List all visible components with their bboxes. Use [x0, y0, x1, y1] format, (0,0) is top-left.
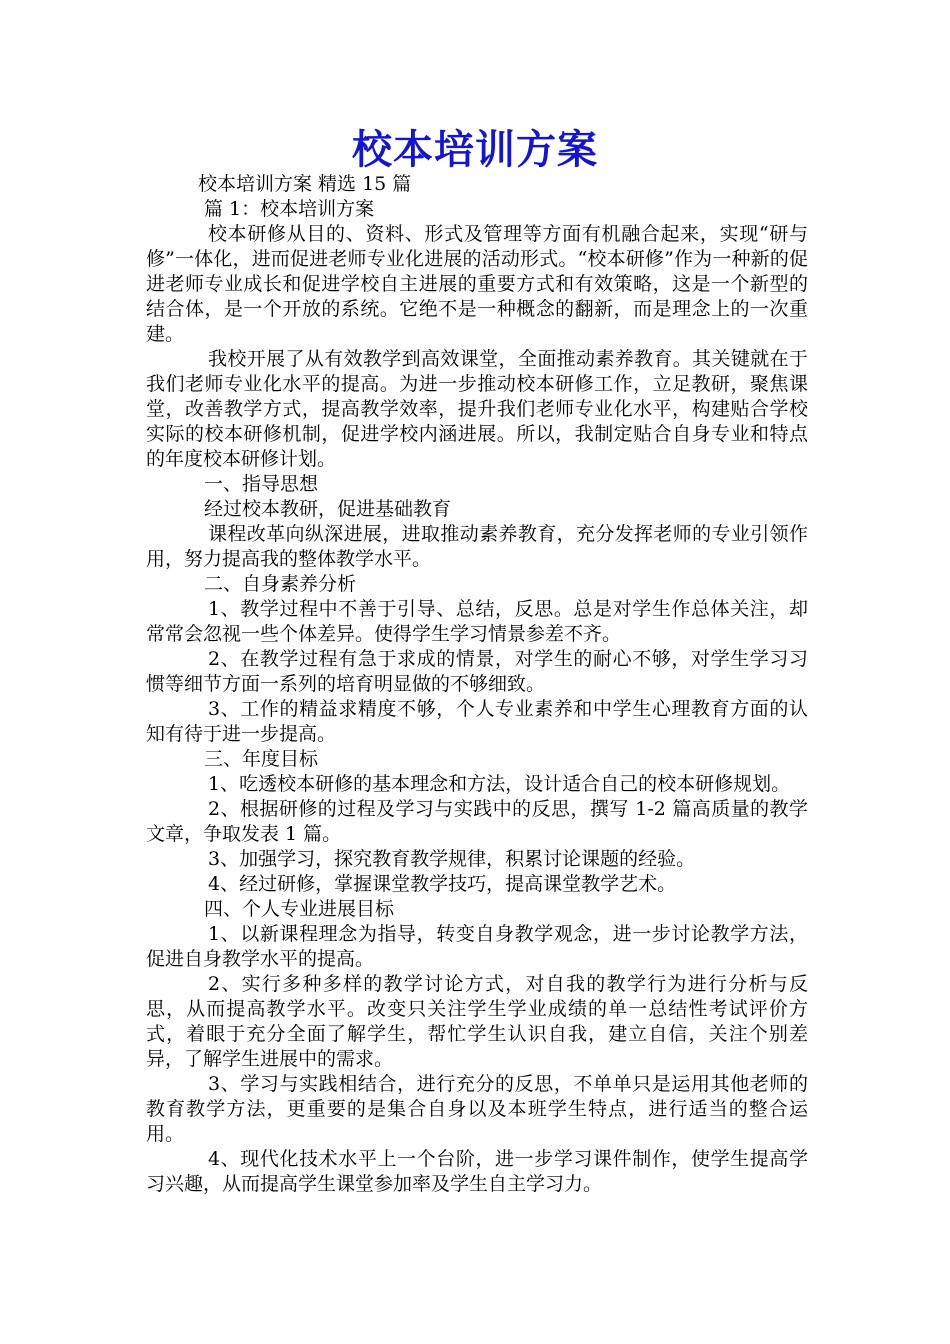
list-item: 4、现代化技术水平上一个台阶，进一步学习课件制作，使学生提高学习兴趣，从而提高学生课堂参加率及学生自主学习力。	[146, 1148, 808, 1195]
list-item: 1、吃透校本研修的基本理念和方法，设计适合自己的校本研修规划。	[208, 773, 791, 795]
document-body	[146, 172, 808, 1197]
list-item: 3、工作的精益求精度不够，个人专业素养和中学生心理教育方面的认知有待于进一步提高。	[146, 698, 808, 745]
list-item: 2、实行多种多样的教学讨论方式，对自我的教学行为进行分析与反思，从而提高教学水平。改变只关注学生学业成绩的单一总结性考试评价方式，着眼于充分全面了解学生，帮忙学生认识自我，建立自信，关注个别差异，了解学生进展中的需求。	[146, 973, 808, 1070]
list-item: 3、学习与实践相结合，进行充分的反思，不单单只是运用其他老师的教育教学方法，更重要的是集合自身以及本班学生特点，进行适当的整合运用。	[146, 1073, 808, 1145]
section-heading: 四、个人专业进展目标	[204, 898, 395, 920]
document-title: 校本培训方案	[352, 126, 598, 173]
list-item: 4、经过研修，掌握课堂教学技巧，提高课堂教学艺术。	[208, 873, 677, 895]
paragraph: 校本研修从目的、资料、形式及管理等方面有机融合起来，实现“研与修”一体化，进而促进老师专业化进展的活动形式。“校本研修”作为一种新的促进老师专业成长和促进学校自主进展的重要方式和有效策略，这是一个新型的结合体，是一个开放的系统。它绝不是一种概念的翻新，而是理念上的一次重建。	[146, 223, 808, 345]
paragraph: 经过校本教研，促进基础教育	[204, 498, 452, 520]
list-item: 1、以新课程理念为指导，转变自身教学观念，进一步讨论教学方法，促进自身教学水平的提高。	[146, 923, 808, 970]
list-item: 2、根据研修的过程及学习与实践中的反思，撰写 1-2 篇高质量的教学文章，争取发表 1 篇。	[146, 798, 808, 845]
section-heading: 三、年度目标	[204, 748, 319, 770]
list-item: 3、加强学习，探究教育教学规律，积累讨论课题的经验。	[208, 848, 696, 870]
list-item: 2、在教学过程有急于求成的情景，对学生的耐心不够，对学生学习习惯等细节方面一系列的培育明显做的不够细致。	[146, 648, 808, 695]
list-item: 1、教学过程中不善于引导、总结，反思。总是对学生作总体关注，却常常会忽视一些个体差异。使得学生学习情景参差不齐。	[146, 598, 808, 645]
section-heading: 二、自身素养分析	[204, 573, 357, 595]
section-heading: 一、指导思想	[204, 473, 319, 495]
document-subtitle: 校本培训方案 精选 15 篇	[198, 173, 412, 195]
paragraph: 我校开展了从有效教学到高效课堂，全面推动素养教育。其关键就在于我们老师专业化水平的提高。为进一步推动校本研修工作，立足教研，聚焦课堂，改善教学方式，提高教学效率，提升我们老师专业化水平，构建贴合学校实际的校本研修机制，促进学校内涵进展。所以，我制定贴合自身专业和特点的年度校本研修计划。	[146, 348, 808, 470]
paragraph: 课程改革向纵深进展，进取推动素养教育，充分发挥老师的专业引领作用，努力提高我的整体教学水平。	[146, 523, 808, 570]
chapter-heading: 篇 1：校本培训方案	[204, 198, 375, 220]
